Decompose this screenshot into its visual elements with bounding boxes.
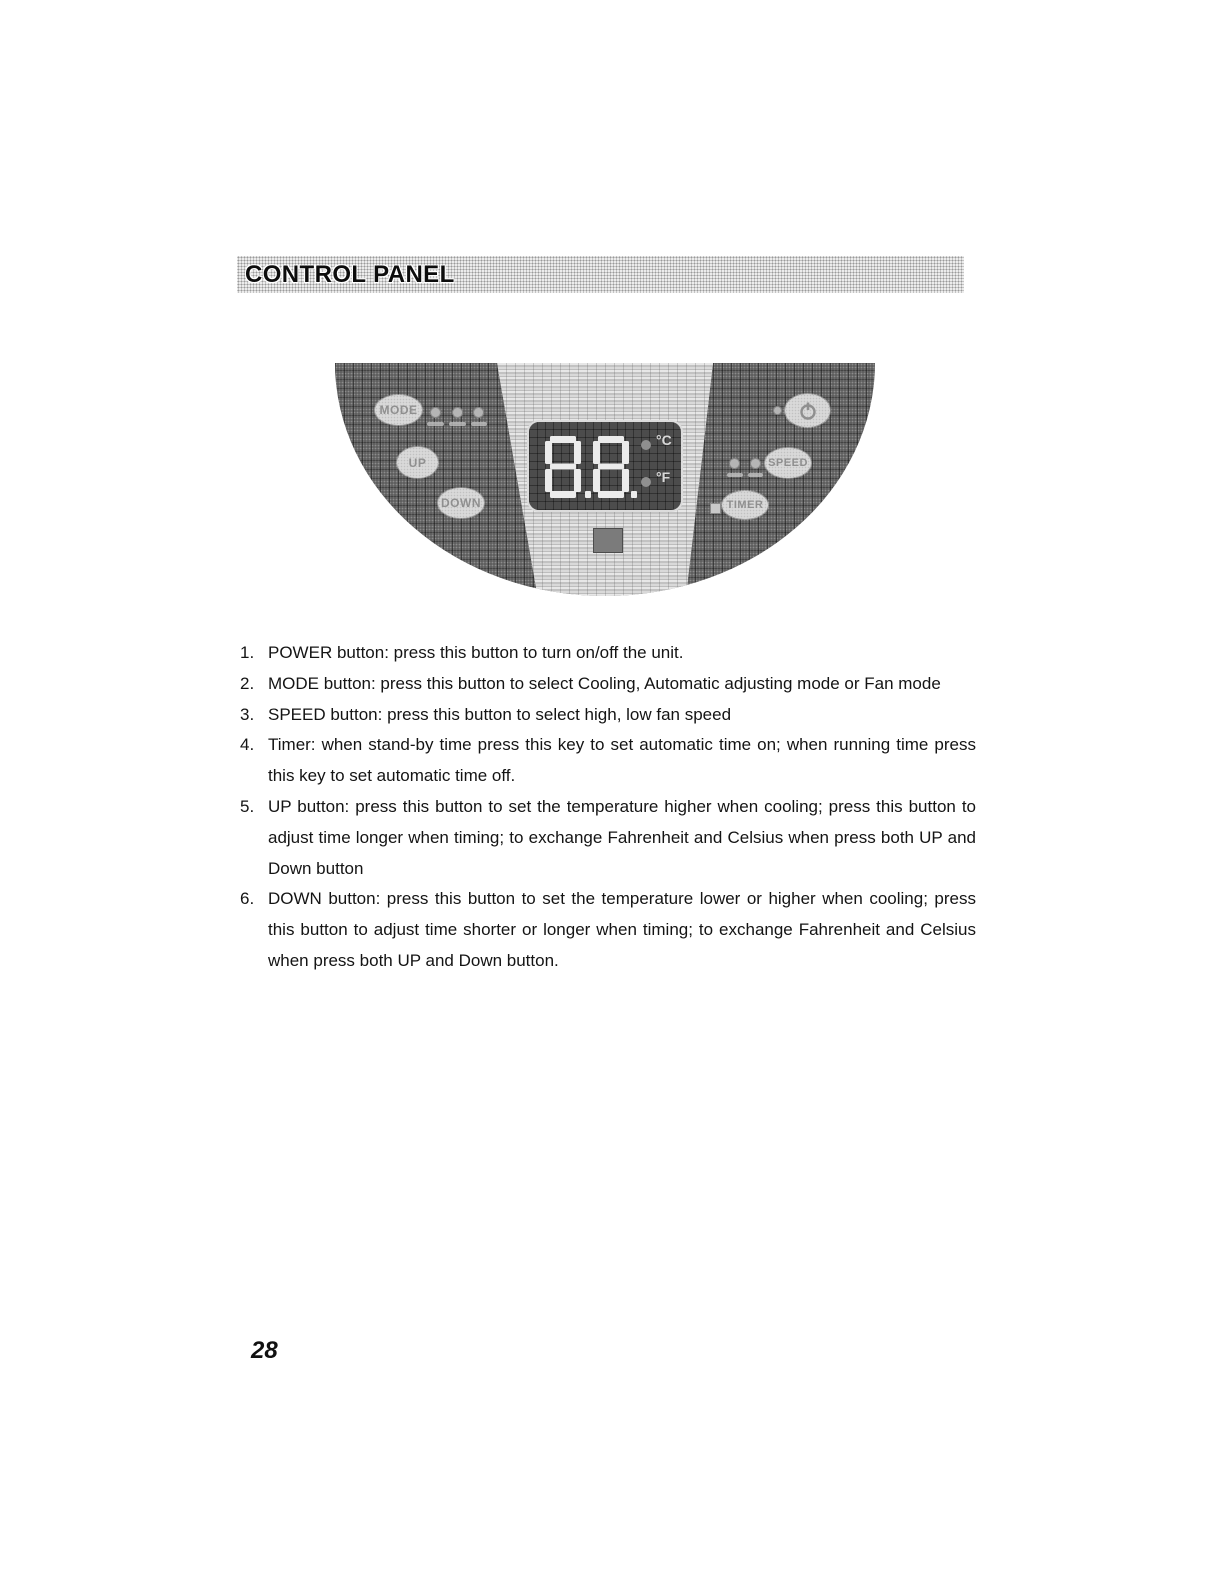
timer-button bbox=[722, 491, 768, 519]
speed-indicator-2-label-mark bbox=[748, 473, 763, 477]
mode-indicator-3-label-mark bbox=[471, 422, 487, 426]
power-icon bbox=[798, 401, 818, 421]
speed-indicator-1-icon bbox=[729, 458, 740, 469]
list-item-number: 4. bbox=[240, 735, 255, 755]
list-item-number: 3. bbox=[240, 704, 255, 724]
temperature-display bbox=[527, 420, 683, 512]
list-item bbox=[240, 884, 976, 976]
button-description-list bbox=[240, 638, 976, 977]
power-button bbox=[785, 394, 830, 427]
page-number: 28 bbox=[251, 1337, 278, 1364]
mode-button bbox=[375, 395, 422, 425]
speed-button-label: SPEED bbox=[768, 457, 808, 469]
remote-sensor-window bbox=[593, 528, 623, 553]
list-item bbox=[240, 700, 976, 731]
up-button-label: UP bbox=[408, 455, 427, 470]
list-item-text: DOWN button: press this button to set the temperature lower or higher when cooling; press this button to adjust time shorter or longer when timing; to exchange Fahrenheit and Celsius when press both UP and Down button. bbox=[268, 889, 976, 970]
mode-indicator-1-label-mark bbox=[427, 422, 444, 426]
down-button-label: DOWN bbox=[441, 496, 481, 510]
down-button bbox=[438, 488, 484, 518]
timer-button-label: TIMER bbox=[726, 499, 764, 511]
mode-indicator-2-label-mark bbox=[449, 422, 466, 426]
list-item-number: 5. bbox=[240, 796, 255, 816]
list-item-number: 2. bbox=[240, 673, 255, 693]
list-item-text: MODE button: press this button to select Cooling, Automatic adjusting mode or Fan mode bbox=[268, 673, 941, 693]
list-item-text: SPEED button: press this button to select high, low fan speed bbox=[268, 704, 732, 724]
list-item bbox=[240, 792, 976, 884]
list-item bbox=[240, 638, 976, 669]
list-item-text: Timer: when stand-by time press this key to set automatic time on; when running time press this key to set automatic time off. bbox=[268, 735, 976, 786]
fahrenheit-label: °F bbox=[656, 469, 671, 485]
celsius-label: °C bbox=[656, 432, 672, 448]
mode-indicator-2-icon bbox=[452, 407, 463, 418]
section-title: CONTROL PANEL bbox=[245, 261, 455, 288]
celsius-indicator-icon bbox=[641, 440, 651, 450]
speed-indicator-2-icon bbox=[750, 458, 761, 469]
speed-indicator-1-label-mark bbox=[727, 473, 743, 477]
up-button bbox=[397, 447, 438, 478]
mode-button-label: MODE bbox=[379, 403, 418, 417]
control-panel-illustration bbox=[335, 363, 875, 596]
list-item-text: UP button: press this button to set the temperature higher when cooling; press this button to adjust time longer when timing; to exchange Fahrenheit and Celsius when press both UP and Down button bbox=[268, 796, 976, 878]
fahrenheit-indicator-icon bbox=[641, 477, 651, 487]
mode-indicator-1-icon bbox=[430, 407, 441, 418]
list-item-number: 1. bbox=[240, 643, 255, 662]
section-header-bar bbox=[237, 256, 964, 293]
list-item-text: POWER button: press this button to turn on/off the unit. bbox=[268, 643, 684, 662]
list-item bbox=[240, 730, 976, 792]
mode-indicator-3-icon bbox=[473, 407, 484, 418]
seven-segment-digits bbox=[545, 436, 637, 498]
timer-indicator-icon bbox=[710, 503, 721, 514]
power-indicator-icon bbox=[773, 406, 782, 415]
list-item bbox=[240, 669, 976, 700]
speed-button bbox=[765, 448, 811, 478]
list-item-number: 6. bbox=[240, 889, 255, 909]
